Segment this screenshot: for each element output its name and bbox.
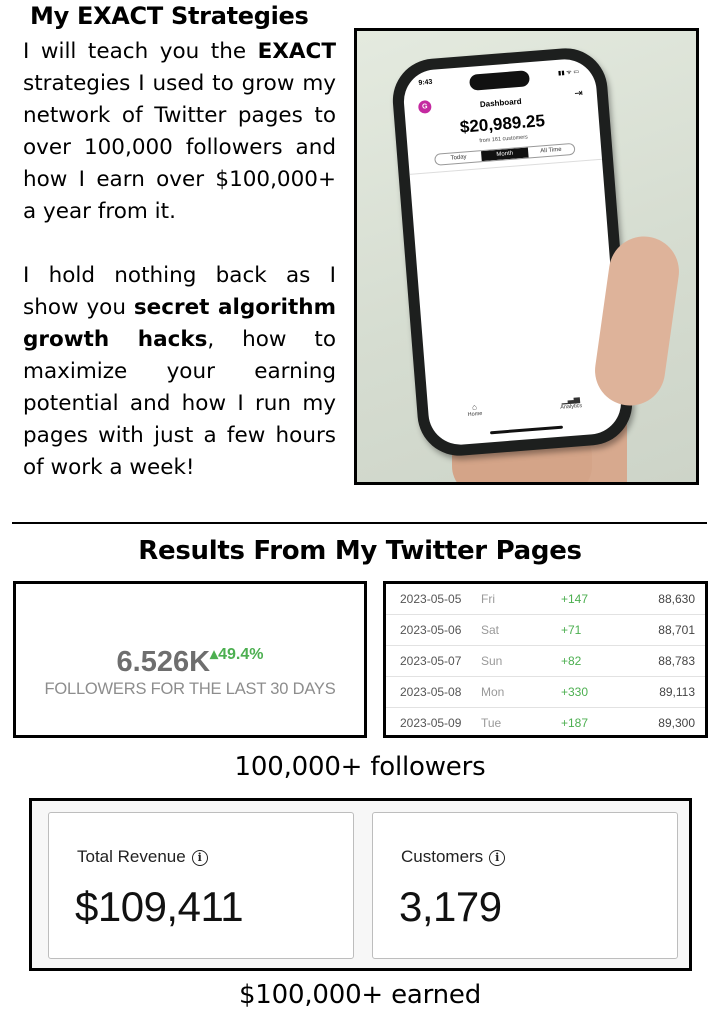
row-total: 88,783 [658,654,695,668]
row-date: 2023-05-07 [400,654,462,668]
intro-paragraph-1 [23,36,336,228]
row-gain: +71 [561,623,582,637]
intro-text-span: I will teach you the [23,39,258,64]
dynamic-island [469,70,530,91]
total-revenue-value: $109,411 [75,883,244,930]
followers-value: 6.526K [116,646,211,678]
phone-device [390,45,636,459]
customers-value: 3,179 [399,883,502,930]
row-day: Tue [481,716,502,730]
nav-analytics-label: Analytics [560,403,583,411]
table-row [386,677,705,708]
dashboard-title: Dashboard [479,96,522,110]
home-icon: ⌂ [471,402,478,412]
phone-screen [402,57,624,447]
customers-card [372,812,678,959]
total-revenue-card [48,812,354,959]
segment-month: Month [481,148,528,162]
row-date: 2023-05-08 [400,685,462,699]
total-revenue-label: Total Revenue [77,847,186,866]
followers-caption: FOLLOWERS FOR THE LAST 30 DAYS [44,680,336,698]
customers-label: Customers [401,847,484,866]
followers-change: ▴49.4% [210,646,264,663]
phone-photo [354,28,699,485]
row-gain: +82 [561,654,582,668]
status-time: 9:43 [418,78,433,87]
status-icons: ▮▮ ᯤ ▭ [557,69,580,77]
nav-home [467,402,483,418]
segment-all-time: All Time [540,146,562,155]
intro-text [23,36,336,484]
exit-icon: ⇥ [573,88,584,100]
customers-label-row [401,847,505,867]
table-row [386,646,705,677]
row-date: 2023-05-06 [400,623,462,637]
row-date: 2023-05-09 [400,716,462,730]
row-day: Sun [481,654,503,668]
intro-emphasis: EXACT [257,39,336,64]
section-divider [12,522,707,524]
followers-line [16,644,364,679]
results-title: Results From My Twitter Pages [138,536,582,566]
intro-text-span: strategies I used to grow my network of Twitter pages to over 100,000 followers and how I earn over $100,000+ a year from it. [23,71,336,224]
row-day: Mon [481,685,505,699]
nav-analytics [559,394,582,411]
table-row [386,615,705,646]
nav-home-label: Home [467,410,483,419]
follower-stats-table [383,581,708,738]
dashboard-amount: $20,989.25 [459,111,546,137]
total-revenue-label-row [77,847,208,867]
intro-text-span: I hold nothing back as I show you [23,263,336,320]
revenue-panel [29,798,692,971]
row-day: Fri [481,592,495,606]
followers-card [13,581,367,738]
home-indicator [490,426,563,435]
info-icon[interactable]: i [192,850,208,866]
app-avatar: G [418,100,432,114]
row-gain: +147 [561,592,589,606]
headline: My EXACT Strategies [30,2,309,30]
row-total: 88,701 [658,623,695,637]
table-row [386,584,705,615]
intro-emphasis: secret algorithm growth hacks [23,295,336,352]
dashboard-subtitle: from 161 customers [479,134,529,145]
bottom-nav [428,391,622,421]
earned-caption: $100,000+ earned [238,980,482,1010]
followers-summary-caption: 100,000+ followers [234,752,486,782]
row-total: 89,113 [659,685,695,699]
intro-text-span: , how to maximize your earning potential and how I run my pages with just a few hours of work a week! [23,327,336,480]
segment-today: Today [450,154,467,162]
row-total: 88,630 [658,592,695,606]
analytics-icon: ▁▃▅ [561,394,581,405]
row-day: Sat [481,623,500,637]
info-icon[interactable]: i [489,850,505,866]
table-row [386,708,705,739]
row-date: 2023-05-05 [400,592,462,606]
row-gain: +330 [561,685,589,699]
row-total: 89,300 [658,716,695,730]
row-gain: +187 [561,716,589,730]
intro-paragraph-2 [23,260,336,484]
